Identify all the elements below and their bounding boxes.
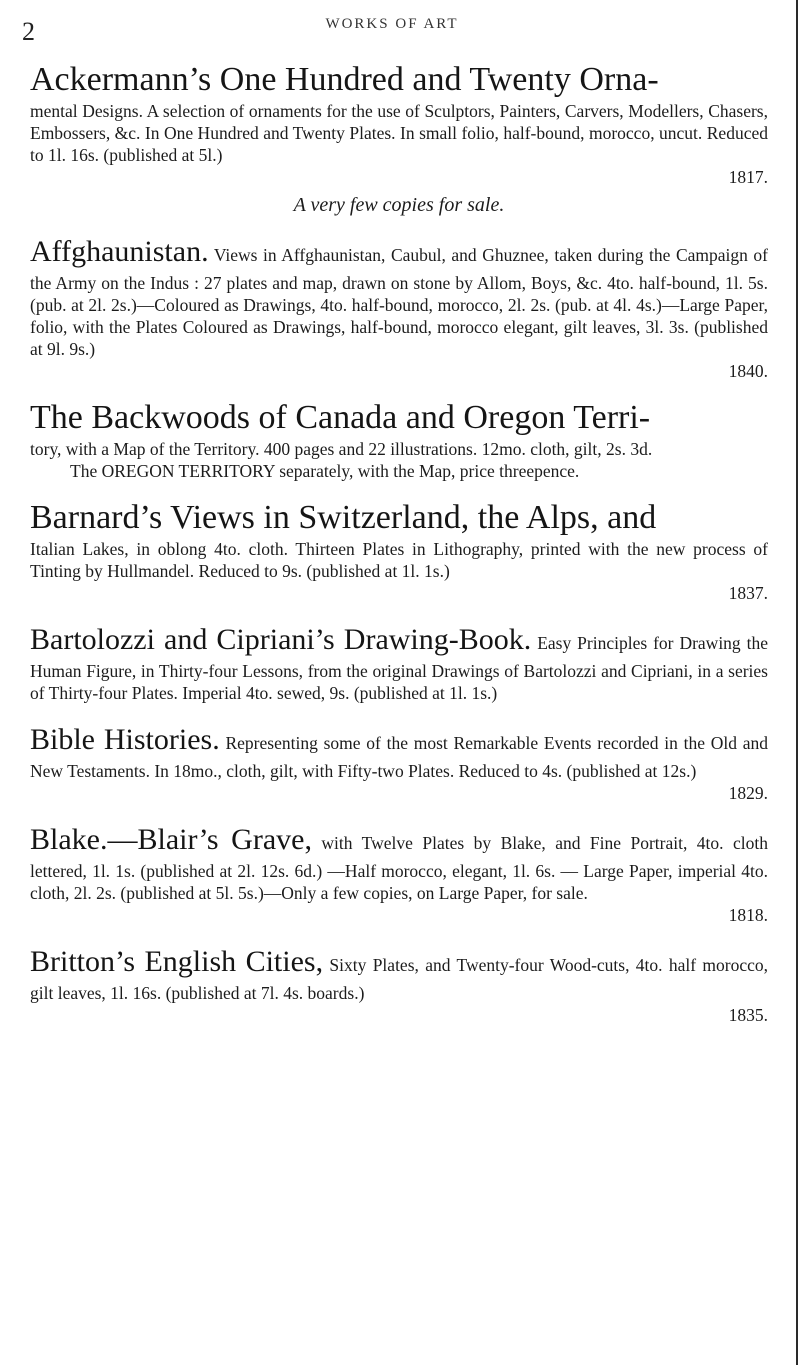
page-header (22, 14, 762, 50)
entry-description: Sixty Plates, and Twenty-four Wood-cuts, 4to. half morocco, gilt leaves, 1l. 16s. (published at 7l. 4s. boards.) (30, 955, 768, 1003)
entry-description: Representing some of the most Remarkable Events recorded in the Old and New Testaments. In 18mo., cloth, gilt, with Fifty-two Plates. Reduced to 4s. (published at 12s.) (30, 733, 768, 781)
entry-bartolozzi (30, 620, 768, 704)
entry-affghaunistan (30, 232, 768, 382)
entry-bible-histories (30, 720, 768, 804)
entry-britton (30, 942, 768, 1026)
entry-description: Italian Lakes, in oblong 4to. cloth. Thirteen Plates in Lithography, printed with the new process of Tinting by Hullmandel. Reduced to 9s. (published at 1l. 1s.) (30, 539, 768, 581)
entry-year: 1837. (728, 583, 768, 603)
entry-year: 1818. (728, 905, 768, 925)
entry-description: with Twelve Plates by Blake, and Fine Portrait, 4to. cloth lettered, 1l. 1s. (published at 2l. 12s. 6d.) —Half morocco, elegant, 1l. 6s. — Large Paper, imperial 4to. cloth, 2l. 2s. (published at 5l. 5s.)—Only a few copies, on Large Paper, for sale. (30, 833, 768, 903)
entry-title: Affghaunistan. (30, 235, 209, 268)
entry-title: Britton’s English Cities, (30, 945, 324, 978)
entry-year: 1835. (728, 1005, 768, 1025)
entry-blake (30, 820, 768, 926)
entry-year: 1840. (728, 361, 768, 381)
page-number: 2 (22, 17, 35, 46)
catalogue-entries (30, 60, 768, 1042)
entry-backwoods (30, 398, 768, 482)
entry-title: Bible Histories. (30, 723, 220, 756)
entry-title: Bartolozzi and Cipriani’s Drawing-Book. (30, 623, 532, 656)
entry-description: mental Designs. A selection of ornaments for the use of Sculptors, Painters, Carvers, Modellers, Chasers, Embossers, &c. In One Hundred and Twenty Plates. In small folio, half-bound, morocco, uncut. Reduced to 1l. 16s. (published at 5l.) (30, 101, 768, 165)
entry-description: tory, with a Map of the Territory. 400 pages and 22 illustrations. 12mo. cloth, gilt, 2s. 3d. (30, 439, 653, 459)
entry-note: A very few copies for sale. (293, 194, 505, 216)
entry-title: The Backwoods of Canada and Oregon Terri- (30, 399, 651, 436)
entry-title: Ackermann’s One Hundred and Twenty Orna- (30, 61, 659, 98)
entry-year: 1829. (728, 783, 768, 803)
entry-barnard (30, 498, 768, 604)
entry-description: Easy Principles for Drawing the Human Figure, in Thirty-four Lessons, from the original Drawings of Bartolozzi and Cipriani, in a series of Thirty-four Plates. Imperial 4to. sewed, 9s. (published at 1l. 1s.) (30, 633, 769, 703)
entry-title: Barnard’s Views in Switzerland, the Alps, and (30, 499, 657, 536)
entry-description: Views in Affghaunistan, Caubul, and Ghuznee, taken during the Campaign of the Army on the Indus : 27 plates and map, drawn on stone by Allom, Boys, &c. 4to. half-bound, 1l. 5s. (pub. at 2l. 2s.)—Coloured as Drawings, 4to. half-bound, morocco, 2l. 2s. (pub. at 4l. 4s.)—Large Paper, folio, with the Plates Coloured as Drawings, half-bound, morocco elegant, gilt leaves, 3l. 3s. (published at 9l. 9s.) (30, 245, 768, 359)
entry-title: Blake.—Blair’s Grave, (30, 823, 312, 856)
entry-description-extra: The OREGON TERRITORY separately, with the Map, price threepence. (70, 461, 580, 481)
running-head: WORKS OF ART (325, 16, 459, 32)
page-edge-line (796, 0, 798, 1365)
entry-year: 1817. (728, 167, 768, 187)
entry-ackermann (30, 60, 768, 216)
